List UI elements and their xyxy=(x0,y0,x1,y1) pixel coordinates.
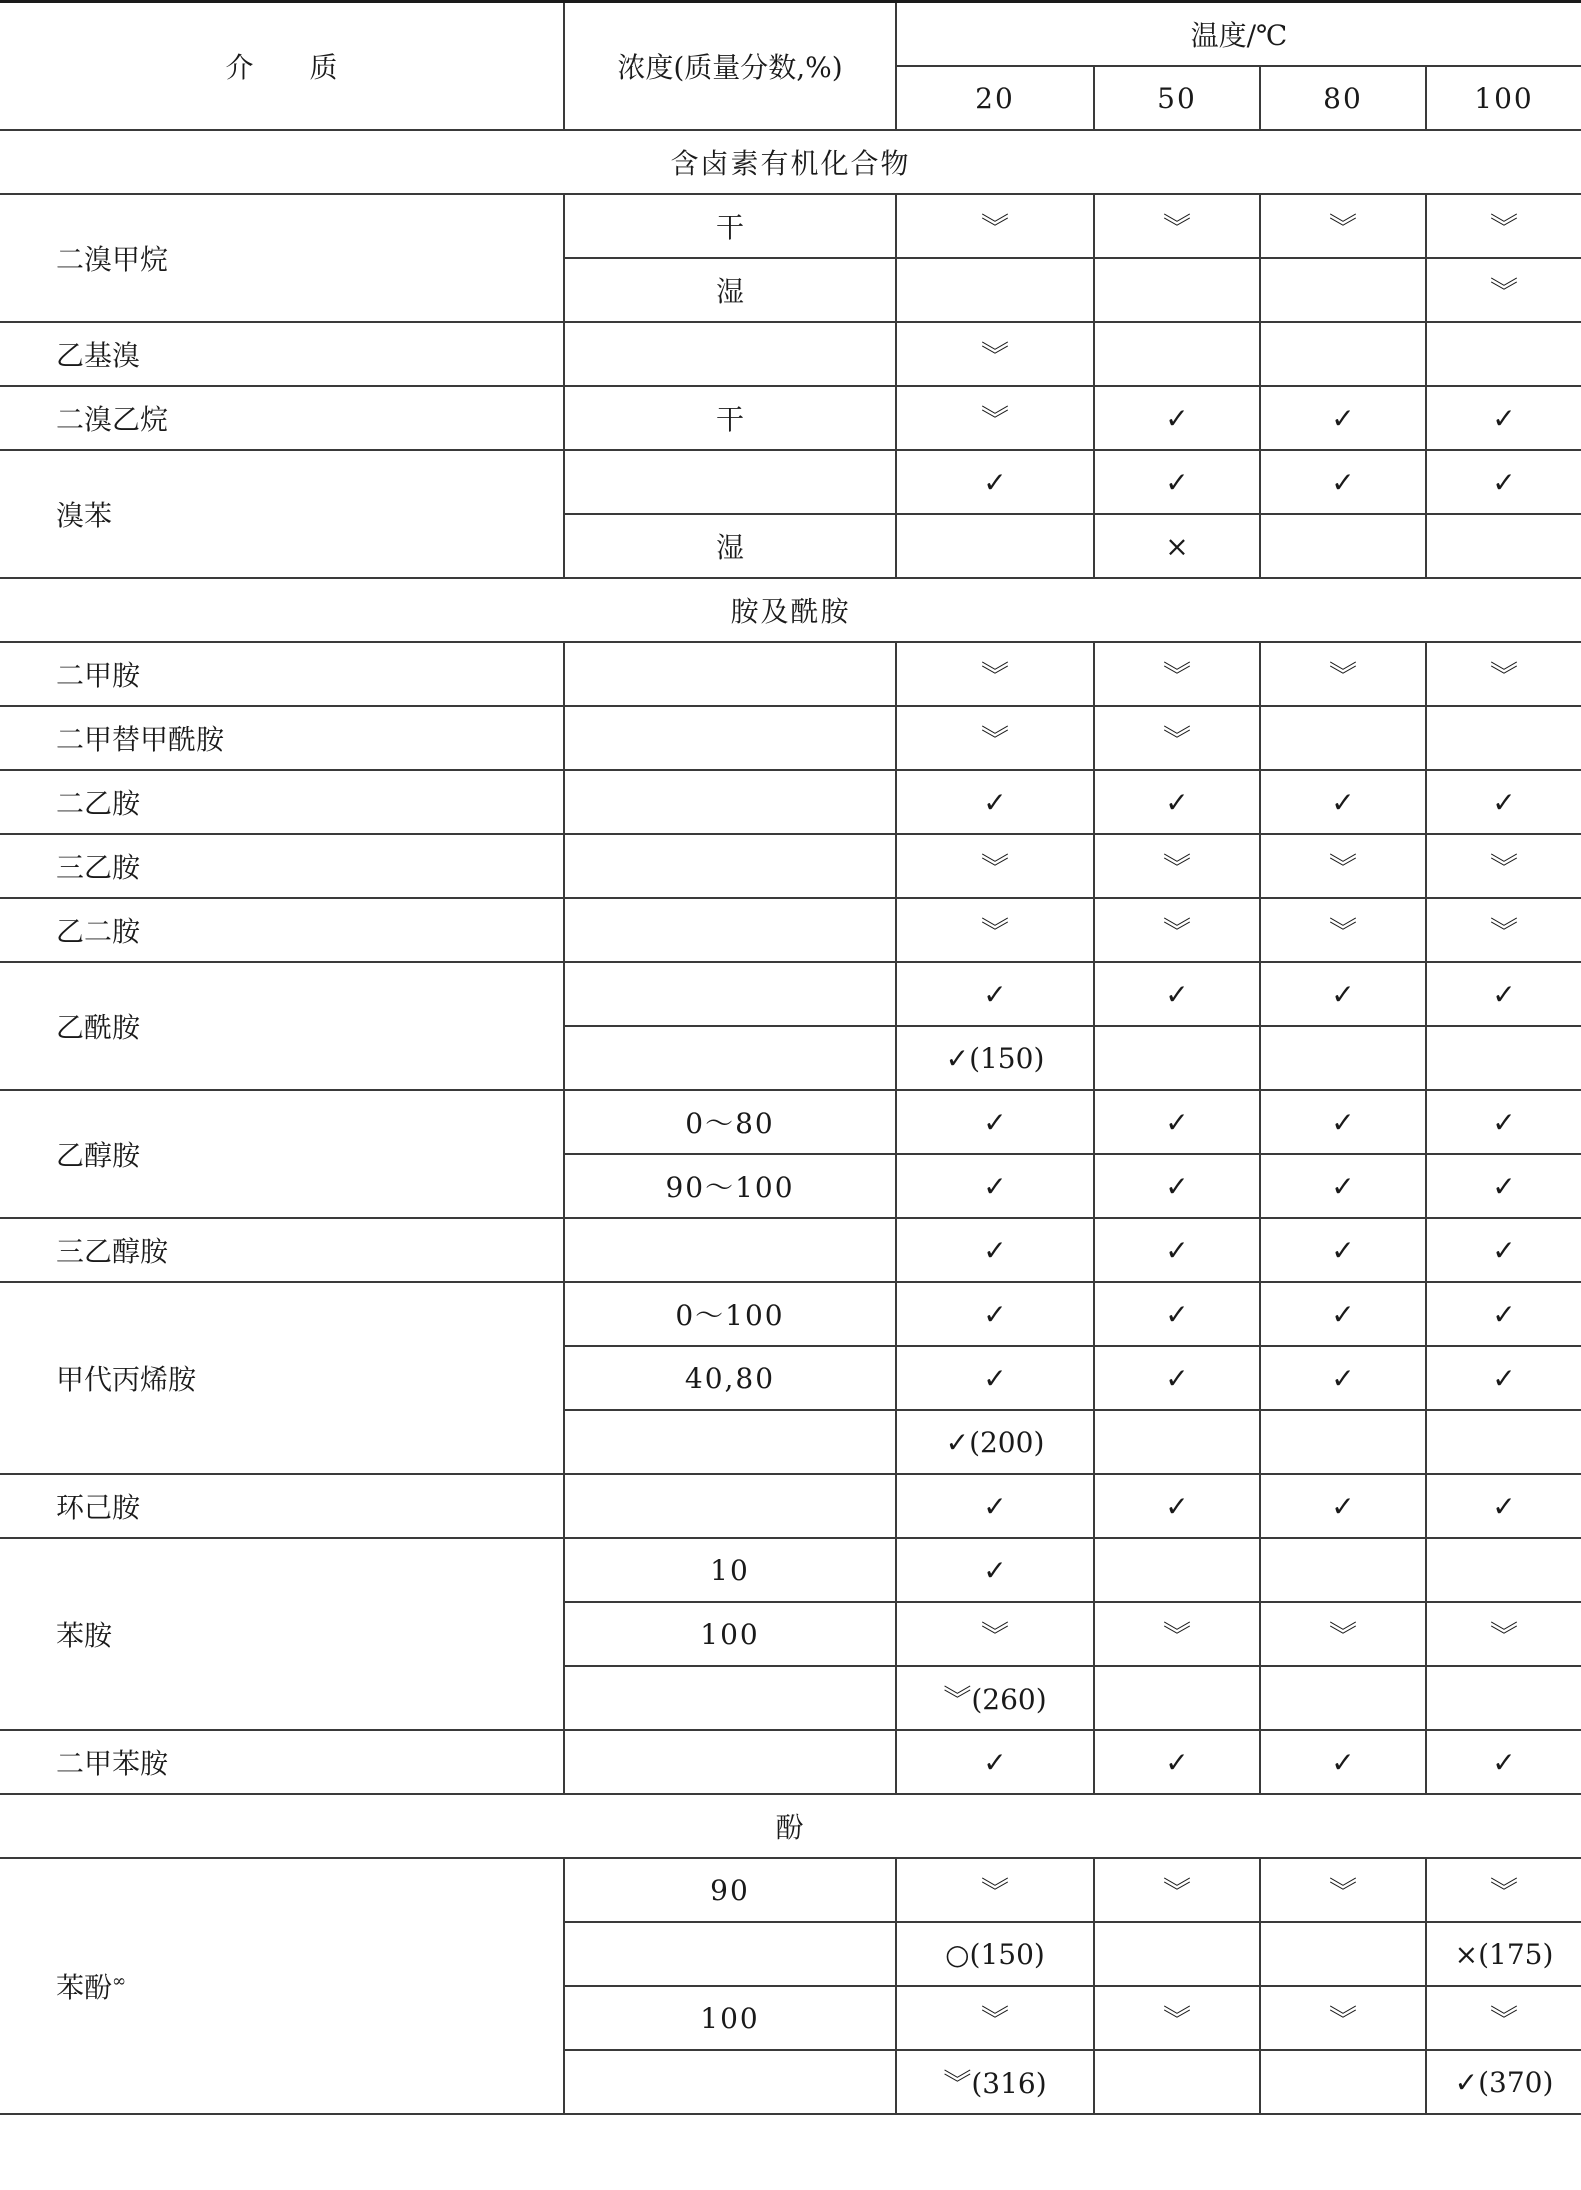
value-cell: ✓(200) xyxy=(896,1410,1094,1474)
value-cell xyxy=(1260,1026,1426,1090)
value-cell: ︾ xyxy=(1094,834,1260,898)
concentration-cell xyxy=(564,1474,896,1538)
concentration-cell: 40,80 xyxy=(564,1346,896,1410)
concentration-cell: 0～80 xyxy=(564,1090,896,1154)
value-cell: ︾ xyxy=(1426,834,1581,898)
medium-cell: 溴苯 xyxy=(0,450,564,578)
value-cell xyxy=(1094,258,1260,322)
medium-cell: 二甲苯胺 xyxy=(0,1730,564,1794)
table-row xyxy=(0,962,1581,1026)
value-cell: ✓ xyxy=(1094,1346,1260,1410)
header-medium: 介 质 xyxy=(0,2,564,131)
table-row xyxy=(0,322,1581,386)
medium-cell: 乙二胺 xyxy=(0,898,564,962)
value-cell: ✓ xyxy=(1094,1090,1260,1154)
value-cell: ✓ xyxy=(1260,770,1426,834)
table-row xyxy=(0,834,1581,898)
value-cell xyxy=(1260,514,1426,578)
value-cell xyxy=(1260,1538,1426,1602)
value-cell: ︾ xyxy=(1260,1602,1426,1666)
value-cell: ︾ xyxy=(1426,1858,1581,1922)
value-cell: ︾ xyxy=(1260,642,1426,706)
value-cell: ︾ xyxy=(896,642,1094,706)
table-row xyxy=(0,642,1581,706)
value-cell: ✓ xyxy=(1094,450,1260,514)
value-cell: ✓ xyxy=(1260,1474,1426,1538)
value-cell xyxy=(1260,258,1426,322)
medium-cell xyxy=(0,1858,564,2114)
value-cell: ✓ xyxy=(1260,1730,1426,1794)
value-cell: ✓ xyxy=(1426,962,1581,1026)
value-cell: ✓ xyxy=(1094,1218,1260,1282)
section-title: 酚 xyxy=(0,1794,1581,1858)
value-cell: ✓ xyxy=(1260,1154,1426,1218)
medium-cell: 二甲替甲酰胺 xyxy=(0,706,564,770)
value-cell: × xyxy=(1094,514,1260,578)
concentration-cell xyxy=(564,1026,896,1090)
table-row xyxy=(0,1218,1581,1282)
value-cell: ︾ xyxy=(896,706,1094,770)
value-cell: ︾ xyxy=(896,386,1094,450)
medium-cell: 环己胺 xyxy=(0,1474,564,1538)
value-cell: ︾ xyxy=(896,1858,1094,1922)
concentration-cell: 90 xyxy=(564,1858,896,1922)
table-row xyxy=(0,1474,1581,1538)
concentration-cell: 90～100 xyxy=(564,1154,896,1218)
value-cell: ︾ xyxy=(1426,1602,1581,1666)
value-cell: ✓ xyxy=(896,1730,1094,1794)
value-cell xyxy=(1094,2050,1260,2114)
value-cell: ✓ xyxy=(896,770,1094,834)
medium-cell: 乙醇胺 xyxy=(0,1090,564,1218)
value-cell xyxy=(1426,1538,1581,1602)
value-cell: ✓ xyxy=(896,1346,1094,1410)
value-cell xyxy=(896,514,1094,578)
concentration-cell xyxy=(564,898,896,962)
section-title: 含卤素有机化合物 xyxy=(0,130,1581,194)
value-cell: ✓ xyxy=(1426,770,1581,834)
value-cell: ︾(316) xyxy=(896,2050,1094,2114)
value-cell: ✓ xyxy=(1094,770,1260,834)
concentration-cell xyxy=(564,1922,896,1986)
value-cell xyxy=(1426,322,1581,386)
value-cell: ✓ xyxy=(1426,1154,1581,1218)
value-cell xyxy=(896,258,1094,322)
concentration-cell xyxy=(564,2050,896,2114)
value-cell: ✓ xyxy=(1260,450,1426,514)
value-cell: ✓ xyxy=(1426,450,1581,514)
header-temperature: 温度/℃ xyxy=(896,2,1581,67)
value-cell: ︾ xyxy=(1260,898,1426,962)
value-cell xyxy=(1426,1666,1581,1730)
concentration-cell: 干 xyxy=(564,194,896,258)
value-cell: ✓ xyxy=(896,1090,1094,1154)
value-cell: ︾ xyxy=(1426,194,1581,258)
value-cell: ✓ xyxy=(896,1154,1094,1218)
concentration-cell: 100 xyxy=(564,1986,896,2050)
value-cell xyxy=(1260,1922,1426,1986)
header-temp-50: 50 xyxy=(1094,66,1260,130)
value-cell: ︾ xyxy=(1094,1602,1260,1666)
value-cell: ✓ xyxy=(1094,1730,1260,1794)
value-cell: ︾ xyxy=(1094,194,1260,258)
medium-cell: 二甲胺 xyxy=(0,642,564,706)
value-cell: ︾ xyxy=(1426,258,1581,322)
value-cell: ︾ xyxy=(1094,706,1260,770)
value-cell: ✓ xyxy=(1260,1090,1426,1154)
concentration-cell xyxy=(564,1218,896,1282)
medium-cell: 二溴甲烷 xyxy=(0,194,564,322)
value-cell: ︾ xyxy=(1094,642,1260,706)
table-row xyxy=(0,1282,1581,1346)
value-cell: ✓ xyxy=(1426,1090,1581,1154)
value-cell xyxy=(1094,1410,1260,1474)
header-row-1 xyxy=(0,2,1581,67)
section-title: 胺及酰胺 xyxy=(0,578,1581,642)
table-row xyxy=(0,1858,1581,1922)
value-cell: ✓ xyxy=(896,1282,1094,1346)
concentration-cell xyxy=(564,1410,896,1474)
medium-name: 苯酚 xyxy=(56,1971,113,2004)
medium-cell: 甲代丙烯胺 xyxy=(0,1282,564,1474)
value-cell xyxy=(1426,1026,1581,1090)
concentration-cell xyxy=(564,962,896,1026)
value-cell: ✓ xyxy=(896,962,1094,1026)
section-row xyxy=(0,130,1581,194)
concentration-cell xyxy=(564,770,896,834)
concentration-cell: 干 xyxy=(564,386,896,450)
value-cell: ︾ xyxy=(1094,898,1260,962)
value-cell xyxy=(1260,2050,1426,2114)
value-cell: ✓ xyxy=(1260,1218,1426,1282)
value-cell xyxy=(1426,1410,1581,1474)
value-cell: ︾ xyxy=(1260,1986,1426,2050)
medium-cell: 乙基溴 xyxy=(0,322,564,386)
value-cell: ✓ xyxy=(1260,962,1426,1026)
concentration-cell: 0～100 xyxy=(564,1282,896,1346)
value-cell: ✓ xyxy=(1094,1154,1260,1218)
medium-cell: 苯胺 xyxy=(0,1538,564,1730)
value-cell: ✓(150) xyxy=(896,1026,1094,1090)
value-cell xyxy=(1260,1666,1426,1730)
header-temp-80: 80 xyxy=(1260,66,1426,130)
value-cell: ✓ xyxy=(1094,962,1260,1026)
value-cell xyxy=(1260,322,1426,386)
table-row xyxy=(0,194,1581,258)
value-cell xyxy=(1260,1410,1426,1474)
value-cell: ︾ xyxy=(1426,898,1581,962)
value-cell xyxy=(1094,1026,1260,1090)
value-cell: ︾ xyxy=(896,898,1094,962)
table-row xyxy=(0,706,1581,770)
value-cell: ︾ xyxy=(896,834,1094,898)
medium-footnote-mark: ∞ xyxy=(112,1971,127,1992)
header-concentration: 浓度(质量分数,%) xyxy=(564,2,896,131)
concentration-cell: 湿 xyxy=(564,258,896,322)
value-cell: ︾ xyxy=(1094,1986,1260,2050)
value-cell xyxy=(1260,706,1426,770)
value-cell: ○(150) xyxy=(896,1922,1094,1986)
value-cell: ✓ xyxy=(1260,386,1426,450)
value-cell: ✓(370) xyxy=(1426,2050,1581,2114)
table-row xyxy=(0,898,1581,962)
value-cell xyxy=(1094,1666,1260,1730)
concentration-cell xyxy=(564,642,896,706)
value-cell: ✓ xyxy=(896,1474,1094,1538)
value-cell xyxy=(1426,514,1581,578)
medium-cell: 乙酰胺 xyxy=(0,962,564,1090)
section-row xyxy=(0,578,1581,642)
medium-cell: 二溴乙烷 xyxy=(0,386,564,450)
table-row xyxy=(0,1538,1581,1602)
header-temp-100: 100 xyxy=(1426,66,1581,130)
concentration-cell xyxy=(564,322,896,386)
value-cell xyxy=(1094,322,1260,386)
value-cell: ✓ xyxy=(1426,1282,1581,1346)
value-cell xyxy=(1094,1538,1260,1602)
value-cell xyxy=(1426,706,1581,770)
medium-cell: 三乙胺 xyxy=(0,834,564,898)
concentration-cell xyxy=(564,1730,896,1794)
concentration-cell xyxy=(564,450,896,514)
value-cell: ︾ xyxy=(896,1602,1094,1666)
value-cell: ︾ xyxy=(1260,194,1426,258)
value-cell: ✓ xyxy=(1094,1474,1260,1538)
value-cell: ︾ xyxy=(1426,1986,1581,2050)
value-cell: ︾ xyxy=(1094,1858,1260,1922)
concentration-cell xyxy=(564,834,896,898)
value-cell: ✓ xyxy=(1426,386,1581,450)
value-cell: ✓ xyxy=(1260,1346,1426,1410)
value-cell: ✓ xyxy=(1094,1282,1260,1346)
concentration-cell: 10 xyxy=(564,1538,896,1602)
value-cell xyxy=(1094,1922,1260,1986)
value-cell: ✓ xyxy=(896,450,1094,514)
value-cell: ✓ xyxy=(1426,1346,1581,1410)
value-cell: ︾ xyxy=(1260,834,1426,898)
table-row xyxy=(0,1730,1581,1794)
table-row xyxy=(0,386,1581,450)
section-row xyxy=(0,1794,1581,1858)
table-row xyxy=(0,450,1581,514)
value-cell: ✓ xyxy=(1426,1218,1581,1282)
value-cell: ✓ xyxy=(1260,1282,1426,1346)
value-cell: ✓ xyxy=(1426,1730,1581,1794)
value-cell: ︾(260) xyxy=(896,1666,1094,1730)
value-cell: ✓ xyxy=(1426,1474,1581,1538)
table-row xyxy=(0,1090,1581,1154)
concentration-cell: 湿 xyxy=(564,514,896,578)
concentration-cell xyxy=(564,1666,896,1730)
medium-cell: 二乙胺 xyxy=(0,770,564,834)
value-cell: ︾ xyxy=(1426,642,1581,706)
concentration-cell xyxy=(564,706,896,770)
value-cell: ︾ xyxy=(896,322,1094,386)
value-cell: ✓ xyxy=(896,1538,1094,1602)
value-cell: ✓ xyxy=(896,1218,1094,1282)
value-cell: ︾ xyxy=(896,194,1094,258)
medium-cell: 三乙醇胺 xyxy=(0,1218,564,1282)
table-row xyxy=(0,770,1581,834)
value-cell: ︾ xyxy=(1260,1858,1426,1922)
value-cell: ︾ xyxy=(896,1986,1094,2050)
concentration-cell: 100 xyxy=(564,1602,896,1666)
value-cell: ✓ xyxy=(1094,386,1260,450)
value-cell: ×(175) xyxy=(1426,1922,1581,1986)
header-temp-20: 20 xyxy=(896,66,1094,130)
